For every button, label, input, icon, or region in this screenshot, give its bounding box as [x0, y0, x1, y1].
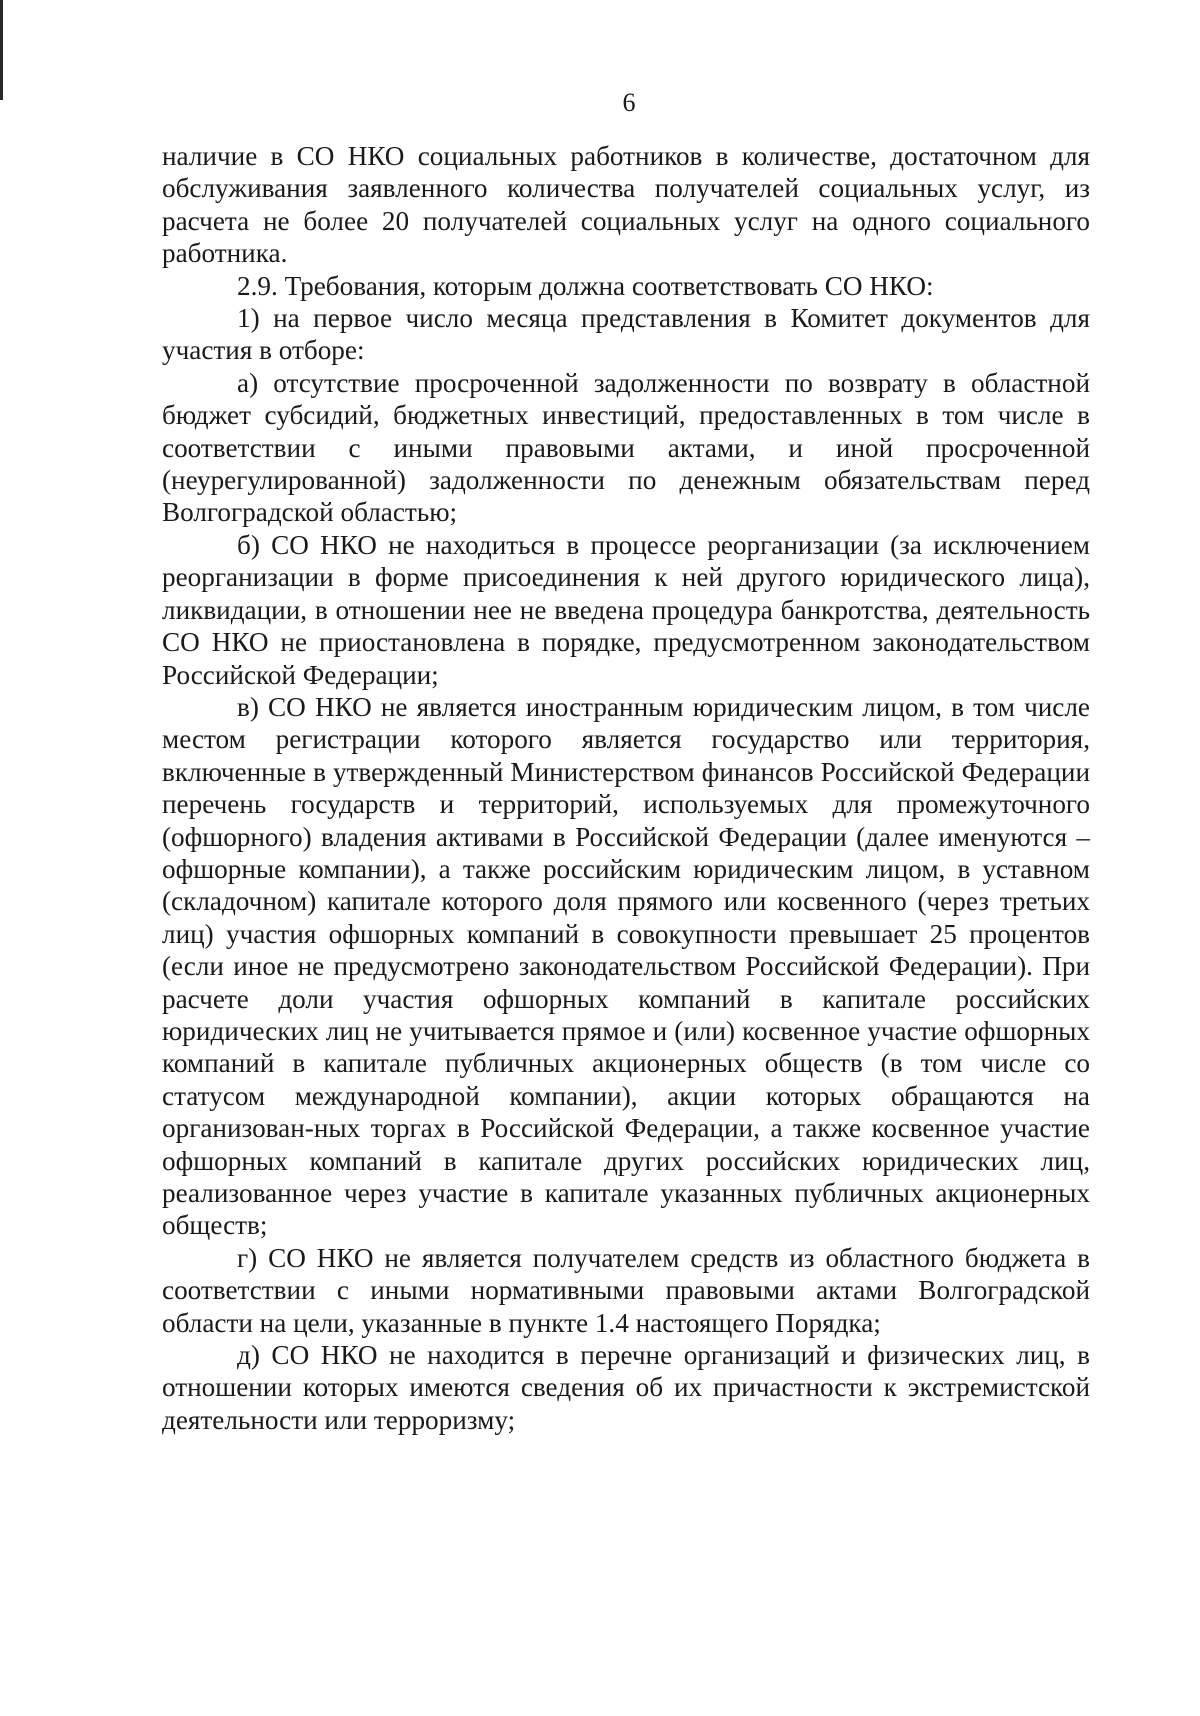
page-number: 6 [622, 88, 636, 117]
paragraph-item-d: д) СО НКО не находится в перечне организаций и физических лиц, в отношении которых имеются сведения об их причастности к экстремистской деятельности или терроризму; [162, 1340, 1090, 1435]
paragraph-item-g: г) СО НКО не является получателем средств из областного бюджета в соответствии с иными нормативными правовыми актами Волгоградской области на цели, указанные в пункте 1.4 настоящего Порядка; [162, 1242, 1090, 1338]
paragraph-item-1: 1) на первое число месяца представления в Комитет документов для участия в отборе: [162, 303, 1090, 366]
document-body [162, 140, 1090, 1436]
paragraph-item-a: а) отсутствие просроченной задолженности по возврату в областной бюджет субсидий, бюджетных инвестиций, предоставленных в том числе в соответствии с иными правовыми актами, и иной просроченной (неурегулированной) задолженности по денежным обязательствам перед Волгоградской областью; [162, 367, 1090, 528]
scan-edge-mark [0, 0, 3, 100]
paragraph-item-b: б) СО НКО не находиться в процессе реорганизации (за исключением реорганизации в форме присоединения к ней другого юридического лица), ликвидации, в отношении нее не введена процедура банкротства, деятельность СО НКО не приостановлена в порядке, предусмотренном законодательством Российской Федерации; [162, 529, 1090, 690]
paragraph-item-v: в) СО НКО не является иностранным юридическим лицом, в том числе местом регистрации которого является государство или территория, включенные в утвержденный Министерством финансов Российской Федерации перечень государств и территорий, используемых для промежуточного (офшорного) владения активами в Российской Федерации (далее именуются – офшорные компании), а также российским юридическим лицом, в уставном (складочном) капитале которого доля прямого или косвенного (через третьих лиц) участия офшорных компаний в совокупности превышает 25 процентов (если иное не предусмотрено законодательством Российской Федерации). При расчете доли участия офшорных компаний в капитале российских юридических лиц не учитывается прямое и (или) косвенное участие офшорных компаний в капитале публичных акционерных обществ (в том числе со статусом международной компании), акции которых обращаются на организован-ных торгах в Российской Федерации, а также косвенное участие офшорных компаний в капитале других российских юридических лиц, реализованное через участие в капитале указанных публичных акционерных обществ; [162, 691, 1090, 1241]
paragraph-staff-requirement: наличие в СО НКО социальных работников в количестве, достаточном для обслуживания заявленного количества получателей социальных услуг, из расчета не более 20 получателей социальных услуг на одного социального работника. [162, 141, 1090, 269]
paragraph-section-2-9: 2.9. Требования, которым должна соответствовать СО НКО: [237, 270, 934, 301]
